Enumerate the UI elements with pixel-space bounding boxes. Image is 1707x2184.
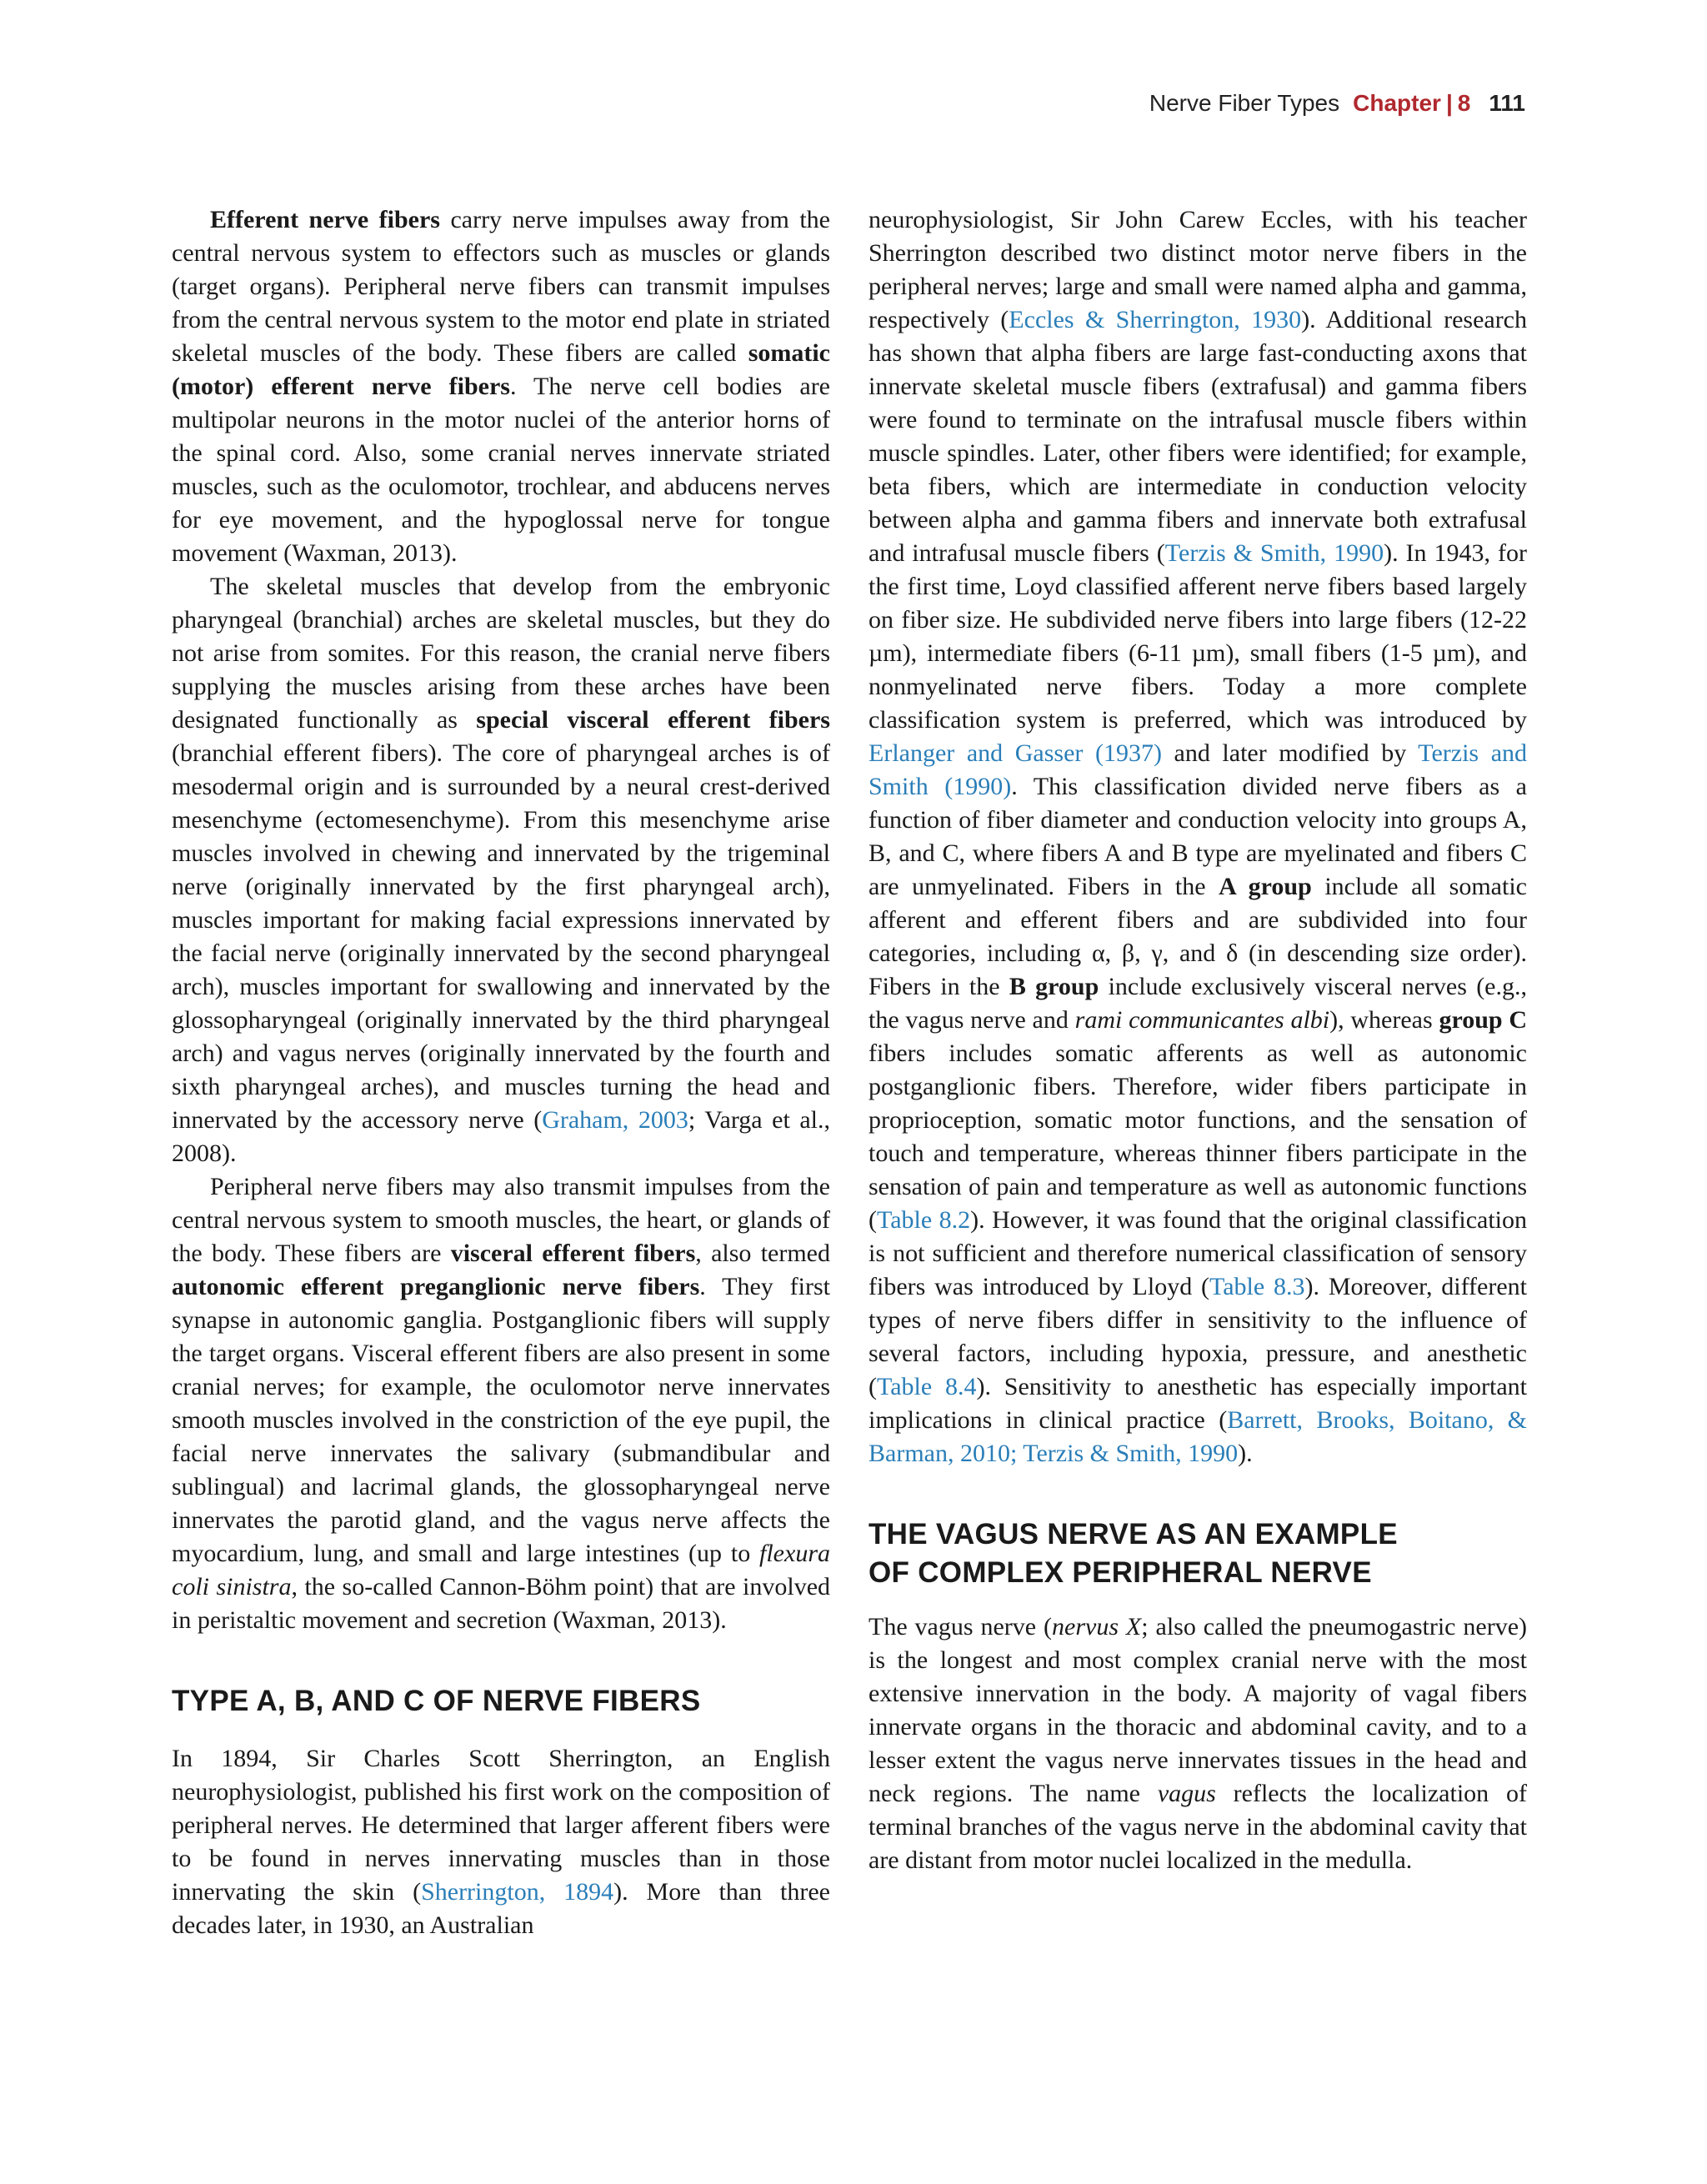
text-run: include all somatic afferent and efferent fibers and are subdivided into four categories, including α, β, γ, and δ (in descending size order). Fibers in the: [869, 873, 1527, 1000]
bold-term: autonomic efferent preganglionic nerve fibers: [172, 1273, 700, 1300]
bold-term: visceral efferent fibers: [450, 1240, 696, 1267]
text-run: and later modified by: [1161, 739, 1419, 767]
running-head: [1149, 90, 1525, 117]
italic-term: nervus X: [1052, 1613, 1142, 1641]
heading-line-1: THE VAGUS NERVE AS AN EXAMPLE: [869, 1518, 1398, 1550]
chapter-label: Chapter: [1353, 90, 1441, 116]
text-run: ). Moreover, different types of nerve fibers differ in sensitivity to the influence of several factors, including hypoxia, pressure, and anesthetic (: [869, 1273, 1527, 1400]
bold-term: B group: [1009, 973, 1099, 1000]
text-run: , the so-called Cannon-Böhm point) that are involved in peristaltic movement and secretion (Waxman, 2013).: [172, 1573, 831, 1634]
text-run: ; also called the pneumogastric nerve) is the longest and most complex cranial nerve with the most extensive innervation in the body. A majority of vagal fibers innervate organs in the thoracic and abdominal cavity, and to a lesser extent the vagus nerve innervates tissues in the head and neck regions. The name: [869, 1613, 1528, 1807]
bold-term: Efferent nerve fibers: [210, 206, 440, 233]
bold-term: group C: [1439, 1006, 1528, 1034]
text-run: ; Varga et al., 2008).: [172, 1106, 830, 1167]
citation-link[interactable]: Table 8.3: [1209, 1273, 1305, 1300]
citation-link[interactable]: Table 8.4: [877, 1373, 977, 1400]
text-run: ). More than three decades later, in 1930, an Australian: [172, 1878, 830, 1939]
paragraph-classification: [869, 203, 1527, 1470]
text-run: ). In 1943, for the first time, Loyd classified afferent nerve fibers based largely on fiber size. He subdivided nerve fibers into large fibers (12-22 µm), intermediate fibers (6-11 µm), small fibers (1-5 µm), and nonmyelinated nerve fibers. Today a more complete classification system is preferred, which was introduced by: [869, 539, 1527, 734]
citation-link[interactable]: Terzis and Smith (1990): [869, 739, 1528, 800]
text-run: ). Additional research has shown that alpha fibers are large fast-conducting axons that innervate skeletal muscle fibers (extrafusal) and gamma fibers were found to terminate on the intrafusal muscle fibers within muscle spindles. Later, other fibers were identified; for example, beta fibers, which are intermediate in conduction velocity between alpha and gamma fibers and innervate both extrafusal and intrafusal muscle fibers (: [869, 306, 1527, 567]
italic-term: vagus: [1157, 1780, 1216, 1807]
citation-link[interactable]: Sherrington, 1894: [421, 1878, 614, 1906]
text-run: carry nerve impulses away from the central nervous system to effectors such as muscles or glands (target organs). Peripheral nerve fibers can transmit impulses from the central nervous system to the motor end plate in striated skeletal muscles of the body. These fibers are called: [172, 206, 830, 367]
citation-link[interactable]: Table 8.2: [877, 1206, 971, 1234]
text-run: Peripheral nerve fibers may also transmit impulses from the central nervous system to smooth muscles, the heart, or glands of the body. These fibers are: [172, 1173, 830, 1267]
text-run: , also termed: [695, 1240, 830, 1267]
text-run: ). However, it was found that the original classification is not sufficient and therefore numerical classification of sensory fibers was introduced by Lloyd (: [869, 1206, 1528, 1300]
paragraph-vagus-nerve: [869, 1610, 1527, 1877]
citation-link[interactable]: Eccles & Sherrington, 1930: [1009, 306, 1302, 333]
heading-line-2: OF COMPLEX PERIPHERAL NERVE: [869, 1556, 1372, 1589]
text-run: The vagus nerve (: [869, 1613, 1053, 1641]
paragraph-pharyngeal-arches: [172, 570, 830, 1170]
paragraph-sherrington: [172, 1742, 830, 1942]
section-heading-fiber-types: TYPE A, B, AND C OF NERVE FIBERS: [172, 1685, 701, 1717]
running-head-title: Nerve Fiber Types: [1149, 90, 1340, 116]
text-run: . The nerve cell bodies are multipolar neurons in the motor nuclei of the anterior horns of the spinal cord. Also, some cranial nerves innervate striated muscles, such as the oculomotor, trochlear, and abducens nerves for eye movement, and the hypoglossal nerve for tongue movement (Waxman, 2013).: [172, 373, 830, 567]
text-run: (branchial efferent fibers). The core of pharyngeal arches is of mesodermal origin and is surrounded by a neural crest-derived mesenchyme (ectomesenchyme). From this mesenchyme arise muscles involved in chewing and innervated by the trigeminal nerve (originally innervated by the first pharyngeal arch), muscles important for making facial expressions innervated by the facial nerve (originally innervated by the second pharyngeal arch), muscles important for swallowing and innervated by the glossopharyngeal (originally innervated by the third pharyngeal arch) and vagus nerves (originally innervated by the fourth and sixth pharyngeal arches), and muscles turning the head and innervated by the accessory nerve (: [172, 739, 830, 1134]
text-run: include exclusively visceral nerves (e.g., the vagus nerve and: [869, 973, 1527, 1034]
text-run: ), whereas: [1329, 1006, 1439, 1034]
paragraph-visceral-efferent: [172, 1170, 830, 1637]
text-run: reflects the localization of terminal branches of the vagus nerve in the abdominal cavity that are distant from motor nuclei localized in the medulla.: [869, 1780, 1527, 1874]
text-run: ). Sensitivity to anesthetic has especially important implications in clinical practice (: [869, 1373, 1527, 1434]
text-run: . They first synapse in autonomic ganglia. Postganglionic fibers will supply the target organs. Visceral efferent fibers are also present in some cranial nerves; for example, the oculomotor nerve innervates smooth muscles involved in the constriction of the eye pupil, the facial nerve innervates the salivary (submandibular and sublingual) and lacrimal glands, the glossopharyngeal nerve innervates the parotid gland, and the vagus nerve affects the myocardium, lung, and small and large intestines (up to: [172, 1273, 830, 1567]
citation-link[interactable]: Graham, 2003: [542, 1106, 688, 1134]
bold-term: special visceral efferent fibers: [476, 706, 830, 734]
left-column: [172, 203, 830, 1942]
citation-link[interactable]: Terzis & Smith, 1990: [1164, 539, 1384, 567]
text-run: fibers includes somatic afferents as well as autonomic postganglionic fibers. Therefore, wider fibers participate in proprioception, somatic motor functions, and the sensation of touch and temperature, whereas thinner fibers participate in the sensation of pain and temperature as well as autonomic functions (: [869, 1039, 1527, 1234]
text-run: In 1894, Sir Charles Scott Sherrington, an English neurophysiologist, published his first work on the composition of peripheral nerves. He determined that larger afferent fibers were to be found in nerves innervating muscles than in those innervating the skin (: [172, 1745, 830, 1906]
bold-term: somatic (motor) efferent nerve fibers: [172, 339, 830, 400]
bold-term: A group: [1219, 873, 1312, 900]
text-run: neurophysiologist, Sir John Carew Eccles, with his teacher Sherrington described two distinct motor nerve fibers in the peripheral nerves; large and small were named alpha and gamma, respectively (: [869, 206, 1527, 333]
right-column: [869, 203, 1527, 1877]
paragraph-efferent-fibers: [172, 203, 830, 570]
text-run: The skeletal muscles that develop from the embryonic pharyngeal (branchial) arches are skeletal muscles, but they do not arise from somites. For this reason, the cranial nerve fibers supplying the muscles arising from these arches have been designated functionally as: [172, 573, 830, 734]
italic-term: flexura coli sinistra: [172, 1540, 830, 1600]
citation-link[interactable]: Barrett, Brooks, Boitano, & Barman, 2010; Terzis & Smith, 1990: [869, 1406, 1528, 1467]
chapter-number: 8: [1457, 90, 1471, 116]
section-heading-vagus-nerve: [869, 1515, 1527, 1592]
text-run: ).: [1238, 1440, 1253, 1467]
chapter-separator: |: [1445, 90, 1453, 116]
text-run: . This classification divided nerve fibers as a function of fiber diameter and conduction velocity into groups A, B, and C, where fibers A and B type are myelinated and fibers C are unmyelinated. Fibers in the: [869, 773, 1528, 900]
citation-link[interactable]: Erlanger and Gasser (1937): [869, 739, 1162, 767]
italic-term: rami communicantes albi: [1074, 1006, 1330, 1034]
page-number: 111: [1489, 90, 1525, 116]
